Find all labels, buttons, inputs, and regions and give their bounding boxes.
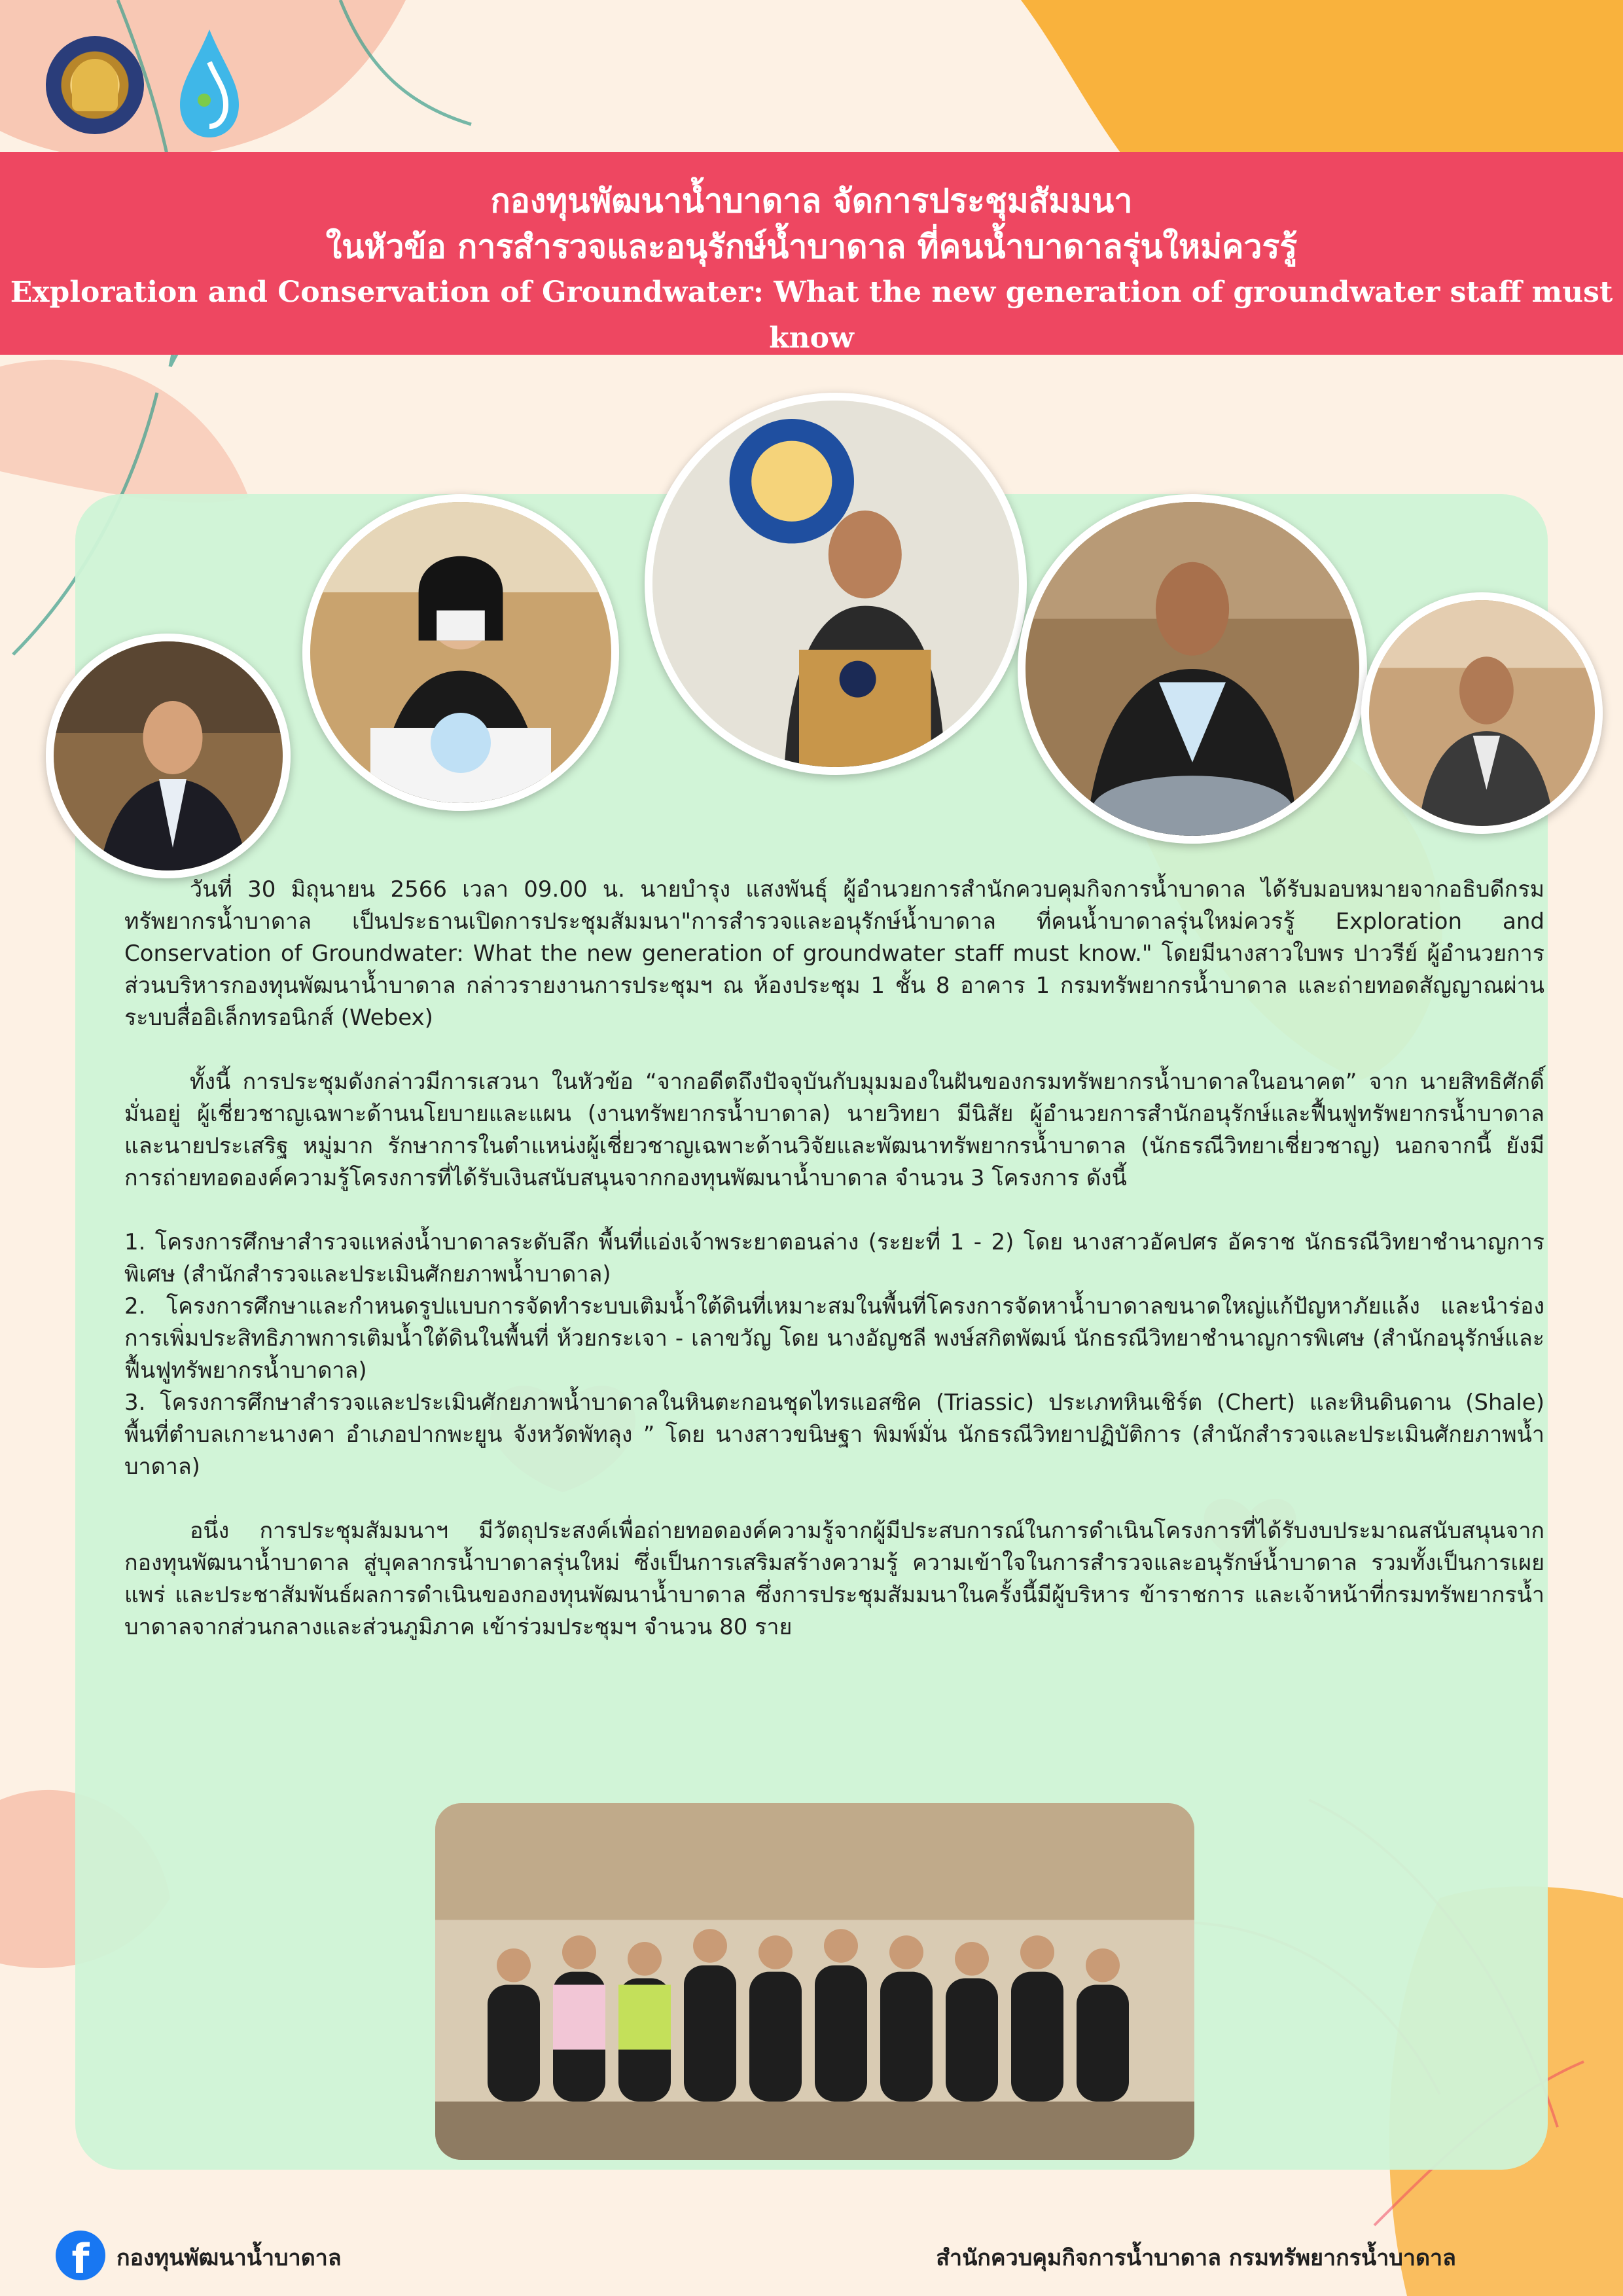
title-line-1: กองทุนพัฒนาน้ำบาดาล จัดการประชุมสัมมนา [490, 182, 1133, 220]
header-logos [46, 20, 249, 151]
project-item-3: 3. โครงการศึกษาสำรวจและประเมินศักยภาพน้ำบาดาลในหินตะกอนชุดไทรแอสซิค (Triassic) ประเภทหินเชิร์ต (Chert) และหินดินดาน (Shale) พื้นที่ตำบลเกาะนางคา อำเภอปากพะยูน จังหวัดพัทลุง ” โดย นางสาวขนิษฐา พิมพ์มั่น นักธรณีวิทยาปฏิบัติการ (สำนักสำรวจและประเมินศักยภาพน้ำบาดาล) [124, 1390, 1544, 1480]
portrait-photo-2 [302, 494, 619, 811]
title-line-3: Exploration and Conservation of Groundwater: What the new generation of groundwater staff must know [10, 276, 1613, 355]
project-item-1: 1. โครงการศึกษาสำรวจแหล่งน้ำบาดาลระดับลึก พื้นที่แอ่งเจ้าพระยาตอนล่าง (ระยะที่ 1 - 2) โดย นางสาวอัคปศร อัคราช นักธรณีวิทยาชำนาญการพิเศษ (สำนักสำรวจและประเมินศักยภาพน้ำบาดาล) [124, 1229, 1544, 1287]
paragraph-1: วันที่ 30 มิถุนายน 2566 เวลา 09.00 น. นายบำรุง แสงพันธุ์ ผู้อำนวยการสำนักควบคุมกิจการน้ำบาดาล ได้รับมอบหมายจากอธิบดีกรมทรัพยากรน้ำบาดาล เป็นประธานเปิดการประชุมสัมมนา"การสำรวจและอนุรักษ์น้ำบาดาล ที่คนน้ำบาดาลรุ่นใหม่ควรรู้ Exploration and Conservation of Groundwater: What the new generation of groundwater staff must know." โดยมีนางสาวใบพร ปาวรีย์ ผู้อำนวยการส่วนบริหารกองทุนพัฒนาน้ำบาดาล กล่าวรายงานการประชุมฯ ณ ห้องประชุม 1 ชั้น 8 อาคาร 1 กรมทรัพยากรน้ำบาดาล และถ่ายทอดสัญญาณผ่านระบบสื่ออิเล็กทรอนิกส์ (Webex) [124, 876, 1544, 1031]
portrait-photo-3 [645, 393, 1027, 775]
facebook-page-label[interactable]: กองทุนพัฒนาน้ำบาดาล [116, 2245, 342, 2271]
paragraph-3: อนึ่ง การประชุมสัมมนาฯ มีวัตถุประสงค์เพื่อถ่ายทอดองค์ความรู้จากผู้มีประสบการณ์ในการดำเนินโครงการที่ได้รับงบประมาณสนับสนุนจากกองทุนพัฒนาน้ำบาดาล สู่บุคลากรน้ำบาดาลรุ่นใหม่ ซึ่งเป็นการเสริมสร้างความรู้ ความเข้าใจในการสำรวจและอนุรักษ์น้ำบาดาล รวมทั้งเป็นการเผยแพร่ และประชาสัมพันธ์ผลการดำเนินของกองทุนพัฒนาน้ำบาดาล ซึ่งการประชุมสัมมนาในครั้งนี้มีผู้บริหาร ข้าราชการ และเจ้าหน้าที่กรมทรัพยากรน้ำบาดาลจากส่วนกลางและส่วนภูมิภาค เข้าร่วมประชุมฯ จำนวน 80 ราย [124, 1518, 1544, 1640]
group-photo [435, 1803, 1194, 2160]
paragraph-2: ทั้งนี้ การประชุมดังกล่าวมีการเสวนา ในหัวข้อ “จากอดีตถึงปัจจุบันกับมุมมองในฝันของกรมทรัพยากรน้ำบาดาลในอนาคต” จาก นายสิทธิศักดิ์ มั่นอยู่ ผู้เชี่ยวชาญเฉพาะด้านนโยบายและแผน (งานทรัพยากรน้ำบาดาล) นายวิทยา มีนิสัย ผู้อำนวยการสำนักอนุรักษ์และฟื้นฟูทรัพยากรน้ำบาดาล และนายประเสริฐ หมู่มาก รักษาการในตำแหน่งผู้เชี่ยวชาญเฉพาะด้านวิจัยและพัฒนาทรัพยากรน้ำบาดาล (นักธรณีวิทยาเชี่ยวชาญ) นอกจากนี้ ยังมีการถ่ายทอดองค์ความรู้โครงการที่ได้รับเงินสนับสนุนจากกองทุนพัฒนาน้ำบาดาล จำนวน 3 โครงการ ดังนี้ [124, 1069, 1544, 1191]
portrait-photo-4 [1018, 494, 1367, 844]
department-seal-logo [46, 36, 144, 134]
article-body [124, 874, 1544, 1643]
facebook-icon[interactable]: f [56, 2231, 105, 2280]
portrait-photo-1 [46, 634, 291, 878]
title-banner [0, 152, 1623, 355]
portrait-photo-5 [1361, 592, 1603, 834]
organization-label: สำนักควบคุมกิจการน้ำบาดาล กรมทรัพยากรน้ำบาดาล [936, 2245, 1456, 2271]
title-line-2: ในหัวข้อ การสำรวจและอนุรักษ์น้ำบาดาล ที่คนน้ำบาดาลรุ่นใหม่ควรรู้ [325, 228, 1298, 266]
project-item-2: 2. โครงการศึกษาและกำหนดรูปแบบการจัดทำระบบเติมน้ำใต้ดินที่เหมาะสมในพื้นที่โครงการจัดหาน้ำบาดาลขนาดใหญ่แก้ปัญหาภัยแล้ง และนำร่องการเพิ่มประสิทธิภาพการเติมน้ำใต้ดินในพื้นที่ ห้วยกระเจา - เลาขวัญ โดย นางอัญชลี พงษ์สกิตพัฒน์ นักธรณีวิทยาชำนาญการพิเศษ (สำนักอนุรักษ์และฟื้นฟูทรัพยากรน้ำบาดาล) [124, 1293, 1544, 1384]
groundwater-fund-logo [170, 23, 249, 147]
